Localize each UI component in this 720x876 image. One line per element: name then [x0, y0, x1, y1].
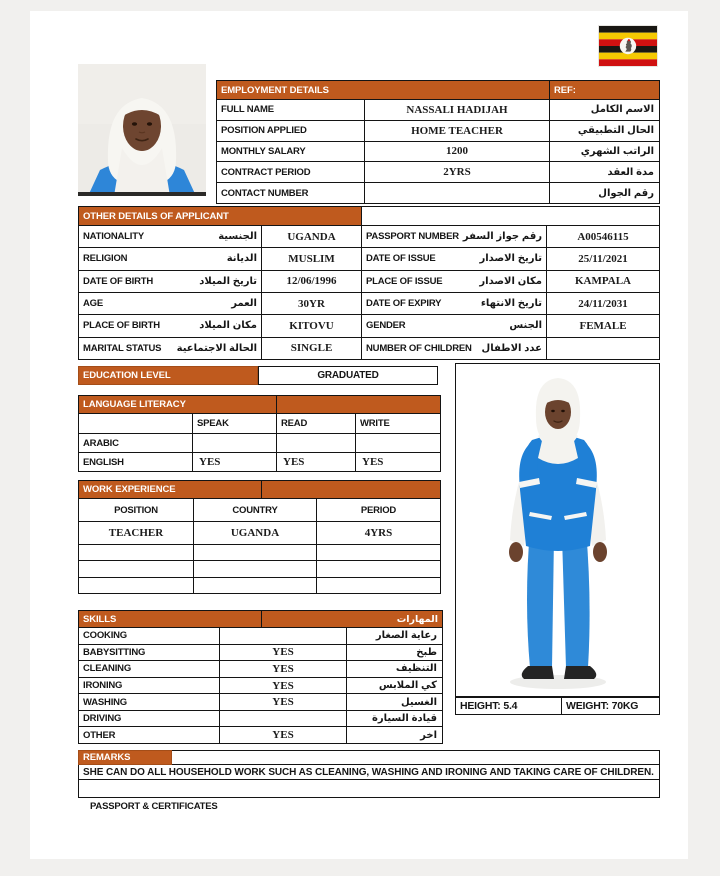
field-label: PLACE OF ISSUE [366, 275, 443, 287]
field-label: CONTACT NUMBER [221, 187, 309, 199]
table-row [79, 627, 442, 644]
section-title [217, 81, 549, 99]
section-title-text: LANGUAGE LITERACY [83, 399, 186, 410]
skill-label: COOKING [83, 630, 127, 642]
field-label-arabic: رقم الجوال [549, 183, 659, 203]
field-label-arabic: تاريخ الاصدار [479, 253, 542, 265]
skill-value [219, 711, 346, 727]
column-header-row [79, 413, 440, 433]
height-weight-row [455, 697, 660, 715]
field-label: POSITION APPLIED [221, 125, 307, 137]
field-label-arabic: مكان الاصدار [479, 275, 542, 287]
remarks-text-row [78, 765, 660, 780]
field-label: GENDER [366, 320, 406, 332]
country-value [193, 561, 316, 576]
field-label-pair [361, 315, 546, 336]
skill-value: YES [219, 727, 346, 743]
field-label-pair [361, 293, 546, 314]
skill-label: CLEANING [83, 663, 132, 675]
section-title [79, 396, 276, 413]
ref-header [549, 81, 659, 99]
field-label: NUMBER OF CHILDREN [366, 342, 472, 354]
other-details-table [78, 206, 660, 360]
field-label-pair [79, 315, 261, 336]
country-value [193, 545, 316, 560]
field-label: MONTHLY SALARY [221, 145, 306, 157]
field-label-arabic: الحال التطبيقي [549, 121, 659, 141]
table-row [79, 726, 442, 743]
ref-label: REF: [554, 84, 576, 96]
field-label: FULL NAME [221, 104, 274, 116]
field-label: MARITAL STATUS [83, 342, 162, 354]
section-title-text: EDUCATION LEVEL [83, 370, 171, 381]
field-value: 1200 [364, 142, 549, 162]
read-value: YES [276, 453, 355, 471]
skill-label-arabic: كي الملابس [346, 678, 442, 694]
position-value [79, 545, 193, 560]
speak-value [192, 434, 276, 452]
skill-value: YES [219, 678, 346, 694]
table-row [79, 292, 659, 314]
header-spacer [361, 207, 659, 225]
field-label-pair [361, 271, 546, 292]
field-label-arabic: الراتب الشهري [549, 142, 659, 162]
section-title [79, 611, 261, 627]
field-value [546, 338, 659, 359]
field-label-arabic: الجنس [509, 320, 542, 332]
field-value: 12/06/1996 [261, 271, 361, 292]
field-label: RELIGION [83, 253, 128, 265]
field-value: NASSALI HADIJAH [364, 100, 549, 120]
section-title-text: OTHER DETAILS OF APPLICANT [83, 210, 229, 222]
table-row [79, 660, 442, 677]
skill-label-arabic: التنظيف [346, 661, 442, 677]
table-row [217, 120, 659, 141]
field-label-pair [79, 338, 261, 359]
section-title-arabic-text: المهارات [396, 613, 438, 625]
field-label: AGE [83, 298, 103, 310]
column-header-row [79, 498, 440, 521]
field-label: NATIONALITY [83, 231, 144, 243]
table-row [79, 560, 440, 576]
employment-details-table [216, 80, 660, 204]
field-label-pair [361, 226, 546, 247]
position-value: TEACHER [108, 527, 164, 539]
field-label-arabic: العمر [231, 298, 257, 310]
field-label-pair [361, 338, 546, 359]
skill-label: WASHING [83, 696, 127, 708]
period-value [316, 578, 440, 593]
table-row [217, 182, 659, 203]
table-row [79, 225, 659, 247]
table-row [217, 141, 659, 162]
applicant-portrait-photo [78, 64, 206, 196]
table-row [79, 452, 440, 471]
skill-label: OTHER [83, 729, 116, 741]
write-value [355, 434, 440, 452]
field-label-arabic: الجنسية [218, 231, 257, 243]
field-value: 30YR [261, 293, 361, 314]
field-value: 24/11/2031 [546, 293, 659, 314]
period-value [316, 545, 440, 560]
skills-table [78, 610, 443, 744]
field-label-arabic: عدد الاطفال [481, 342, 542, 354]
uganda-flag-graphic [599, 26, 657, 66]
language-header-row [79, 396, 440, 413]
field-label: CONTRACT PERIOD [221, 166, 311, 178]
skill-label-arabic: رعاية الصغار [346, 628, 442, 644]
country-value: UGANDA [193, 522, 316, 544]
table-row [79, 314, 659, 336]
skill-label: IRONING [83, 680, 123, 692]
skill-label: DRIVING [83, 713, 122, 725]
field-label-arabic: الاسم الكامل [549, 100, 659, 120]
column-header: POSITION [114, 504, 158, 516]
field-label-arabic: تاريخ الانتهاء [480, 298, 542, 310]
skill-value [219, 628, 346, 644]
table-row [79, 710, 442, 727]
other-details-header-row [79, 207, 659, 225]
skill-label-arabic: طبخ [346, 645, 442, 661]
position-value [79, 578, 193, 593]
remarks-header-row [78, 750, 660, 765]
table-row [79, 521, 440, 544]
section-title-text: SKILLS [83, 613, 117, 625]
section-title-arabic [261, 611, 442, 627]
employment-header-row [217, 81, 659, 99]
education-level-label [78, 366, 258, 385]
write-value: YES [355, 453, 440, 471]
remarks-empty-row [78, 780, 660, 798]
field-value: A00546115 [546, 226, 659, 247]
education-level-value: GRADUATED [258, 366, 438, 385]
field-value: SINGLE [261, 338, 361, 359]
field-label-arabic: الديانة [226, 253, 257, 265]
section-title [79, 481, 261, 498]
attachments-label: PASSPORT & CERTIFICATES [90, 801, 218, 812]
column-header-blank [79, 414, 192, 433]
field-label: DATE OF BIRTH [83, 275, 154, 287]
field-value: 25/11/2021 [546, 248, 659, 269]
table-row [79, 270, 659, 292]
column-header: READ [276, 414, 355, 433]
skills-header-row [79, 611, 442, 627]
uganda-flag-icon [599, 26, 657, 66]
table-row [79, 677, 442, 694]
field-value: MUSLIM [261, 248, 361, 269]
country-value [193, 578, 316, 593]
table-row [79, 247, 659, 269]
work-experience-table [78, 480, 441, 594]
table-row [456, 698, 659, 714]
field-label-arabic: رقم جواز السفر [462, 231, 542, 243]
field-value: KITOVU [261, 315, 361, 336]
fullbody-graphic [458, 370, 658, 696]
field-value: FEMALE [546, 315, 659, 336]
column-header: SPEAK [192, 414, 276, 433]
section-title-text: REMARKS [83, 752, 131, 763]
remarks-text: SHE CAN DO ALL HOUSEHOLD WORK SUCH AS CLEANING, WASHING AND IRONING AND TAKING CARE OF CHILDREN. [83, 766, 654, 778]
work-header-row [79, 481, 440, 498]
field-value: KAMPALA [546, 271, 659, 292]
table-row [79, 433, 440, 452]
section-title [78, 750, 172, 765]
education-level-row [78, 366, 438, 385]
weight-value: WEIGHT: 70KG [561, 698, 659, 714]
speak-value: YES [192, 453, 276, 471]
section-title-text: EMPLOYMENT DETAILS [221, 84, 329, 96]
field-label: DATE OF ISSUE [366, 253, 436, 265]
table-row [79, 644, 442, 661]
table-row [79, 577, 440, 593]
header-spacer [276, 396, 440, 413]
period-value: 4YRS [316, 522, 440, 544]
field-value: 2YRS [364, 162, 549, 182]
language-literacy-table [78, 395, 441, 472]
table-row [217, 99, 659, 120]
column-header: WRITE [355, 414, 440, 433]
skill-label-arabic: اخر [346, 727, 442, 743]
read-value [276, 434, 355, 452]
language-name: ARABIC [83, 437, 119, 449]
table-row [79, 693, 442, 710]
skill-label-arabic: قيادة السيارة [346, 711, 442, 727]
field-value: HOME TEACHER [364, 121, 549, 141]
height-value: HEIGHT: 5.4 [460, 700, 518, 712]
field-label: DATE OF EXPIRY [366, 298, 442, 310]
period-value [316, 561, 440, 576]
portrait-graphic [78, 64, 206, 196]
skill-label: BABYSITTING [83, 646, 146, 658]
field-label-arabic: مدة العقد [549, 162, 659, 182]
section-title [79, 207, 361, 225]
field-label-arabic: تاريخ الميلاد [199, 275, 257, 287]
header-spacer [172, 750, 660, 765]
table-row [79, 544, 440, 560]
skill-value: YES [219, 694, 346, 710]
position-value [79, 561, 193, 576]
header-spacer [261, 481, 440, 498]
column-header: PERIOD [316, 499, 440, 521]
skill-value: YES [219, 645, 346, 661]
field-label-pair [79, 293, 261, 314]
field-label-arabic: مكان الميلاد [199, 320, 257, 332]
table-row [79, 337, 659, 359]
remarks-section [78, 750, 660, 798]
field-label-pair [79, 226, 261, 247]
field-label-pair [79, 248, 261, 269]
table-row [217, 161, 659, 182]
field-label-pair [361, 248, 546, 269]
section-title-text: WORK EXPERIENCE [83, 484, 176, 495]
field-label-arabic: الحالة الاجتماعية [176, 342, 257, 354]
field-value [364, 183, 549, 203]
applicant-fullbody-photo [455, 363, 660, 697]
field-label-pair [79, 271, 261, 292]
column-header: COUNTRY [193, 499, 316, 521]
field-label: PLACE OF BIRTH [83, 320, 160, 332]
field-value: UGANDA [261, 226, 361, 247]
skill-value: YES [219, 661, 346, 677]
skill-label-arabic: الغسيل [346, 694, 442, 710]
language-name: ENGLISH [83, 456, 124, 468]
field-label: PASSPORT NUMBER [366, 231, 459, 243]
